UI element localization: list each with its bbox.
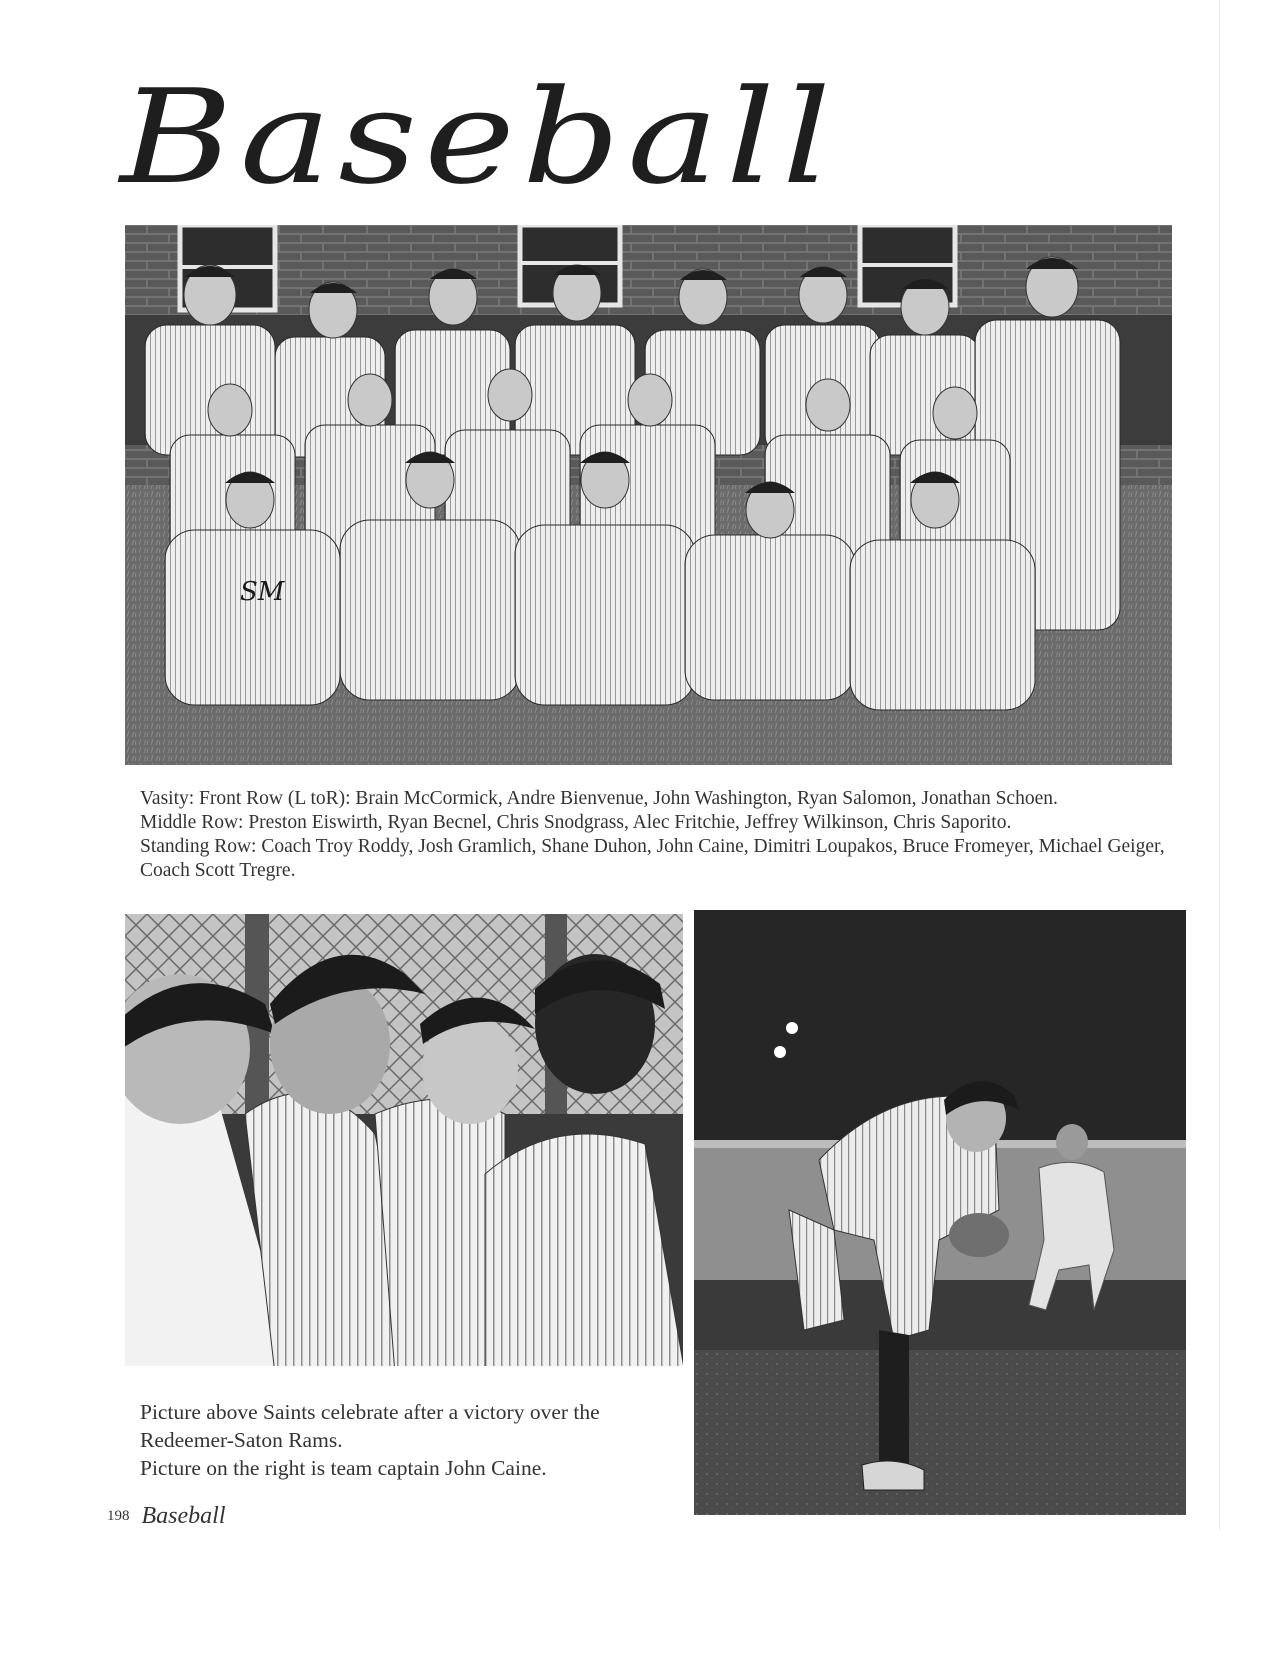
page-number: 198 xyxy=(107,1508,130,1524)
team-caption-standing-row: Standing Row: Coach Troy Roddy, Josh Gramlich, Shane Duhon, John Caine, Dimitri Loupakos, Bruce Fromeyer, Michael Geiger, Coach Scott Tregre. xyxy=(140,836,1165,881)
celebrate-caption xyxy=(140,1398,680,1482)
team-photo-cap-letters: SM xyxy=(240,577,285,607)
pitcher-caption-line: Picture on the right is team captain John Caine. xyxy=(140,1456,547,1480)
celebrate-photo xyxy=(125,914,683,1366)
folio-section-title: Baseball xyxy=(141,1503,226,1529)
team-caption-middle-row: Middle Row: Preston Eiswirth, Ryan Becnel, Chris Snodgrass, Alec Fritchie, Jeffrey Wilkinson, Chris Saporito. xyxy=(140,812,1012,833)
team-photo xyxy=(125,225,1172,765)
team-caption xyxy=(140,787,1180,883)
page-edge-line xyxy=(1219,0,1220,1530)
team-caption-front-row: Vasity: Front Row (L toR): Brain McCormick, Andre Bienvenue, John Washington, Ryan Salomon, Jonathan Schoen. xyxy=(140,788,1058,809)
pitcher-photo xyxy=(694,910,1186,1515)
celebrate-caption-line: Picture above Saints celebrate after a victory over the Redeemer-Saton Rams. xyxy=(140,1400,600,1452)
page-title: Baseball xyxy=(120,61,839,213)
page-folio xyxy=(107,1503,226,1533)
